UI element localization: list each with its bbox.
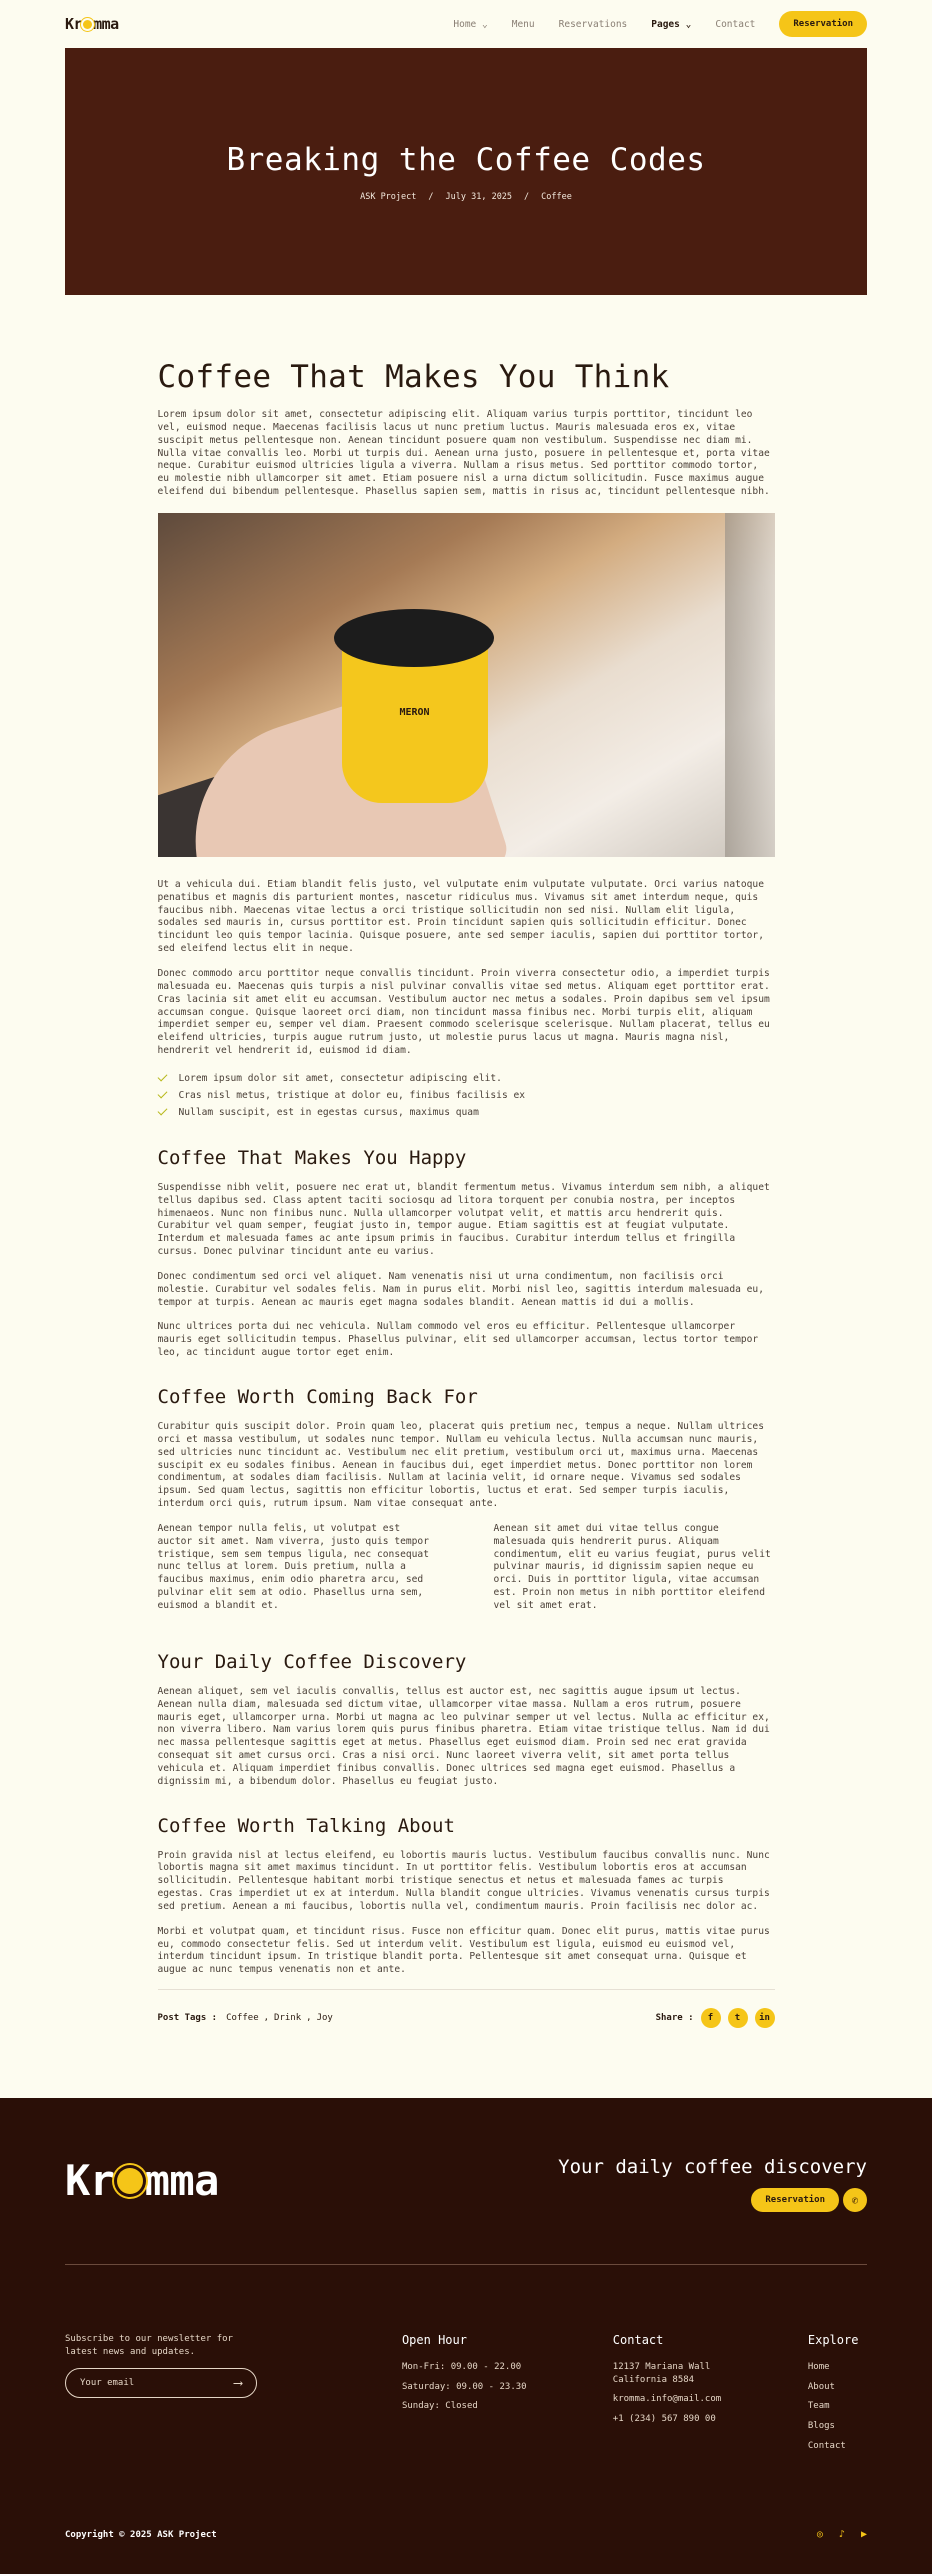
hours-line: Mon-Fri: 09.00 - 22.00 xyxy=(401,2362,522,2373)
newsletter-form xyxy=(65,2368,257,2398)
tag-link[interactable]: Joy xyxy=(316,2013,333,2024)
footer-logo[interactable] xyxy=(65,2156,219,2205)
page-title: Breaking the Coffee Codes xyxy=(226,141,706,178)
tag-link[interactable]: Coffee xyxy=(226,2013,259,2024)
list-item xyxy=(158,1104,775,1121)
nav-reservations-label: Reservations xyxy=(558,18,628,30)
check-icon xyxy=(157,1089,167,1099)
explore-link-team[interactable]: Team xyxy=(807,2401,830,2412)
list-item xyxy=(158,1087,775,1104)
tag-separator: , xyxy=(263,2013,270,2024)
post-date: July 31, 2025 xyxy=(445,191,513,202)
column-paragraph: Aenean sit amet dui vitae tellus congue malesuada quis hendrerit purus. Aliquam condimentum, elit eu varius feugiat, purus velit pulvinar mauris, id dignissim sapien neque eu orci. Duis in porttitor ligula, vitae accumsan est. Proin non metus in nibh porttitor eleifend vel sit amet erat. xyxy=(493,1522,771,1611)
meta-separator: / xyxy=(428,191,434,202)
coffee-cup-photo xyxy=(158,513,775,857)
reservation-button[interactable]: Reservation xyxy=(779,11,867,37)
nav-pages[interactable] xyxy=(651,19,691,30)
contact-title: Contact xyxy=(612,2333,664,2348)
twitter-icon[interactable]: t xyxy=(728,2008,748,2028)
footer-reservation-button[interactable]: Reservation xyxy=(751,2188,839,2212)
check-icon xyxy=(157,1072,167,1082)
hero-banner xyxy=(65,48,867,295)
checklist xyxy=(158,1070,775,1121)
arrow-right-icon[interactable]: ⟶ xyxy=(234,2375,242,2391)
article-paragraph: Suspendisse nibh velit, posuere nec erat ut, blandit fermentum metus. Vivamus interdum sem nibh, a aliquet tellus dapibus sed. Class aptent taciti sociosqu ad litora torquent per conubia nostra, per inceptos himenaeos. Nunc non finibus nunc. Nulla ullamcorper volutpat velit, et mattis arcu hendrerit quis. Curabitur vel quam semper, feugiat justo in, tempor augue. Etiam sagittis est at feugiat vulputate. Interdum et malesuada fames ac ante ipsum primis in faucibus. Curabitur interdum tellus et fringilla cursus. Donec pulvinar tincidunt ante eu varius. xyxy=(157,1181,770,1258)
logo[interactable] xyxy=(65,15,119,33)
two-column-text xyxy=(158,1523,775,1625)
nav-menu[interactable] xyxy=(512,19,535,30)
nav-pages-label: Pages xyxy=(651,18,680,30)
newsletter-text: Subscribe to our newsletter for latest news and updates. xyxy=(65,2334,233,2357)
logo-text-start: Kr xyxy=(65,15,83,33)
tag-link[interactable]: Drink xyxy=(274,2013,302,2024)
article-paragraph: Donec commodo arcu porttitor neque convallis tincidunt. Proin viverra consectetur odio, a imperdiet turpis malesuada eu. Maecenas quis turpis a nisl pulvinar convallis vitae sed metus. Aliquam eget porttitor erat. Cras lacinia sit amet elit eu accumsan. Vestibulum auctor nec metus a sodales. Proin dapibus sem vel ipsum accumsan congue. Quisque laoreet orci diam, non tincidunt massa finibus nec. Morbi turpis elit, aliquam imperdiet semper eu, semper vel diam. Praesent commodo scelerisque scelerisque. Nullam placerat, tellus eu eleifend ultricies, turpis augue rutrum justo, ut molestie purus lacus ut magna. Mauris magna nisl, hendrerit vel hendrerit id, euismod id diam. xyxy=(157,967,770,1057)
contact-address: 12137 Mariana Wall California 8584 xyxy=(612,2362,711,2385)
article-paragraph: Proin gravida nisl at lectus eleifend, eu lobortis mauris luctus. Vestibulum faucibus convallis nunc. Nunc lobortis magna sit amet maximus tincidunt. In ut porttitor felis. Vestibulum lobortis eros at accumsan sollicitudin. Pellentesque habitant morbi tristique senectus et netus et malesuada fames ac turpis egestas. Cras imperdiet ut ex at interdum. Nulla blandit congue ultricies. Vivamus venenatis cursus turpis sed pretium. Aenean a mi faucibus, lobortis nulla vel, condimentum mauris. Proin facilisis nec dolor ac. xyxy=(157,1849,770,1912)
post-footer-bar xyxy=(158,1989,775,2028)
nav-contact-label: Contact xyxy=(715,18,756,30)
tagline-text: Your daily coffee discovery xyxy=(558,2156,867,2179)
phone-icon[interactable]: ✆ xyxy=(843,2188,867,2212)
post-category[interactable]: Coffee xyxy=(541,191,572,202)
column-paragraph: Aenean tempor nulla felis, ut volutpat est auctor sit amet. Nam viverra, justo quis tempor tristique, sem sem tempus ligula, nec consequat nunc tellus at lorem. Duis pretium, nulla a faucibus maximus, enim odio pharetra arcu, sed pulvinar elit sem at odio. Phasellus urna sem, euismod a blandit et. xyxy=(157,1522,429,1611)
tagline-actions xyxy=(558,2188,867,2212)
explore-section xyxy=(808,2333,867,2459)
explore-link-contact[interactable]: Contact xyxy=(807,2440,846,2451)
email-input[interactable] xyxy=(80,2378,210,2388)
shelf-shape xyxy=(725,513,775,857)
share-label: Share : xyxy=(655,2013,694,2024)
cup-lid-shape xyxy=(334,609,494,667)
cup-logo: MERON xyxy=(399,706,430,718)
top-nav xyxy=(0,0,932,48)
tag-separator: , xyxy=(306,2013,312,2024)
contact-phone[interactable]: +1 (234) 567 890 00 xyxy=(612,2413,716,2424)
social-links xyxy=(817,2529,867,2540)
contact-section xyxy=(613,2333,808,2459)
nav-menu-label: Menu xyxy=(511,18,535,30)
chevron-down-icon: ⌄ xyxy=(685,18,692,30)
logo-text-start: Kr xyxy=(65,2156,115,2206)
post-tags-label: Post Tags : xyxy=(157,2013,218,2024)
list-item-text: Cras nisl metus, tristique at dolor eu, finibus facilisis ex xyxy=(178,1089,526,1101)
list-item-text: Nullam suscipit, est in egestas cursus, maximus quam xyxy=(178,1106,479,1118)
explore-link-blogs[interactable]: Blogs xyxy=(807,2420,835,2431)
list-item-text: Lorem ipsum dolor sit amet, consectetur adipiscing elit. xyxy=(178,1072,502,1084)
article-paragraph: Morbi et volutpat quam, et tincidunt risus. Fusce non efficitur quam. Donec elit purus, mattis vitae purus eu, commodo consectetur felis. Sed ut interdum velit. Vestibulum est ligula, euismod eu euismod vel, interdum tincidunt ipsum. In tristique blandit porta. Pellentesque sit amet consequat urna. Quisque et augue ac nunc tempus venenatis non et ante. xyxy=(157,1925,770,1976)
youtube-icon[interactable]: ▶ xyxy=(860,2529,867,2541)
article-paragraph: Aenean aliquet, sem vel iaculis convallis, tellus est auctor est, nec sagittis augue ipsum ut lectus. Aenean nulla diam, malesuada sed dictum vitae, ullamcorper vitae massa. Nullam a eros rutrum, posuere mauris eget, ullamcorper urna. Morbi ut magna ac leo pulvinar semper ut vel lectus. Nulla ac efficitur ex, non viverra libero. Nam varius lorem quis purus finibus pharetra. Etiam vitae tristique tellus. Nam id dui nec massa pellentesque sagittis eget at metus. Phasellus eget euismod diam. Proin sed nec erat gravida consequat sit amet cursus orci. Cras a nisi orci. Nunc laoreet viverra velit, sit amet porta tellus vehicula et. Aliquam imperdiet finibus convallis. Donec ultrices sed magna eget euismod. Phasellus a dignissim mi, a bibendum dolor. Phasellus eu feugiat justo. xyxy=(157,1685,770,1787)
sun-icon xyxy=(83,20,92,29)
footer-top xyxy=(65,2156,867,2264)
section-heading: Coffee That Makes You Happy xyxy=(157,1146,467,1169)
nav-reservations[interactable] xyxy=(559,19,628,30)
article-paragraph: Ut a vehicula dui. Etiam blandit felis justo, vel vulputate enim vulputate vulputate. Orci varius natoque penatibus et magnis dis parturient montes, nascetur ridiculus mus. Vivamus sit amet interdum neque, quis faucibus nibh. Maecenas vitae lectus a orci tristique sollicitudin non sed nisi. Nullam elit ligula, sodales sed mauris in, cursus porttitor est. Proin tincidunt sapien quis sollicitudin efficitur. Donec tincidunt leo quis tempor lacinia. Quisque posuere, ante sed semper iaculis, sapien dui porttitor tortor, sed eleifend lectus elit in neque. xyxy=(157,878,764,955)
article-paragraph: Nunc ultrices porta dui nec vehicula. Nullam commodo vel eros eu efficitur. Pellentesque ullamcorper mauris eget sollicitudin tempus. Phasellus pulvinar, elit sed ullamcorper accumsan, lectus tortor tempor leo, ac tincidunt augue tortor eget enim. xyxy=(157,1321,759,1359)
nav-home-label: Home xyxy=(453,18,477,30)
tiktok-icon[interactable]: ♪ xyxy=(838,2529,845,2541)
chevron-down-icon: ⌄ xyxy=(482,18,488,30)
logo-text-end: mma xyxy=(93,15,119,33)
facebook-icon[interactable]: f xyxy=(701,2008,721,2028)
list-item xyxy=(158,1070,775,1087)
logo-text-end: mma xyxy=(144,2156,219,2206)
footer-bottom xyxy=(65,2529,867,2540)
check-icon xyxy=(157,1106,167,1116)
explore-link-home[interactable]: Home xyxy=(807,2362,830,2373)
article-body xyxy=(158,295,775,2028)
article-title: Coffee That Makes You Think xyxy=(157,359,670,395)
share-links xyxy=(656,2008,775,2028)
open-hours-title: Open Hour xyxy=(401,2333,467,2348)
footer-columns xyxy=(65,2333,867,2459)
section-heading: Your Daily Coffee Discovery xyxy=(157,1650,467,1673)
instagram-icon[interactable]: ◎ xyxy=(816,2529,823,2541)
section-heading: Coffee Worth Coming Back For xyxy=(157,1386,478,1408)
post-tags xyxy=(158,2013,333,2023)
nav-home[interactable] xyxy=(453,19,487,30)
article-paragraph: Lorem ipsum dolor sit amet, consectetur adipiscing elit. Aliquam varius turpis porttitor, tincidunt leo vel, euismod neque. Maecenas facilisis lacus ut nunc pretium luctus. Mauris malesuada eros ex, vitae suscipit metus pellentesque non. Aenean tincidunt posuere quam non vestibulum. Suspendisse nec diam mi. Nulla vitae convallis leo. Morbi ut turpis dui. Aenean urna justo, posuere in pellentesque et, porta vitae neque. Curabitur euismod ultricies ligula a viverra. Nullam a risus metus. Sed porttitor commodo tortor, eu molestie nibh ullamcorper sit amet. Etiam posuere nisl a urna dictum sollicitudin. Fusce maximus augue eleifend dui bibendum pellentesque. Phasellus sapien sem, mattis in risus ac, tincidunt pellentesque nibh. xyxy=(157,409,770,498)
footer-tagline xyxy=(558,2156,867,2212)
meta-separator: / xyxy=(524,191,530,202)
post-meta xyxy=(360,192,572,202)
site-footer xyxy=(0,2098,932,2574)
copyright: Copyright © 2025 ASK Project xyxy=(65,2529,217,2540)
newsletter-section xyxy=(65,2333,402,2459)
explore-link-about[interactable]: About xyxy=(807,2381,835,2392)
footer-divider xyxy=(65,2264,867,2265)
explore-title: Explore xyxy=(807,2333,859,2348)
post-author[interactable]: ASK Project xyxy=(360,191,417,202)
sun-icon xyxy=(117,2168,143,2194)
nav-contact[interactable] xyxy=(715,19,755,30)
section-heading: Coffee Worth Talking About xyxy=(157,1814,455,1837)
linkedin-icon[interactable]: in xyxy=(755,2008,775,2028)
hours-line: Saturday: 09.00 - 23.30 xyxy=(401,2381,527,2392)
open-hours-section xyxy=(402,2333,613,2459)
hours-line: Sunday: Closed xyxy=(401,2401,478,2412)
nav-links xyxy=(453,11,867,37)
article-paragraph: Curabitur quis suscipit dolor. Proin quam leo, placerat quis pretium nec, tempus a neque. Nullam ultrices orci et massa vestibulum, ut sodales nunc tempor. Nullam eu vehicula lectus. Nulla accumsan nunc mauris, sed ultricies nunc tincidunt ac. Vestibulum nec elit pretium, vestibulum orci ut, maximus urna. Maecenas suscipit ex eu sodales finibus. Aenean in faucibus dui, eget imperdiet metus. Donec porttitor non lorem condimentum, at sodales diam facilisis. Nullam at lacinia velit, id ornare neque. Vivamus sed sodales ipsum. Sed quam lectus, sagittis non efficitur lobortis, luctus et erat. Sed semper turpis iaculis, interdum orci quis, rutrum ipsum. Nam vitae consequat ante. xyxy=(157,1421,764,1510)
contact-email[interactable]: kromma.info@mail.com xyxy=(612,2394,722,2405)
article-paragraph: Donec condimentum sed orci vel aliquet. Nam venenatis nisi ut urna condimentum, non facilisis orci molestie. Curabitur vel sodales felis. Nam in purus elit. Morbi nisl leo, sagittis interdum malesuada eu, tempor at turpis. Aenean ac mauris eget magna sodales blandit. Aenean mattis id dui a mollis. xyxy=(157,1270,764,1308)
